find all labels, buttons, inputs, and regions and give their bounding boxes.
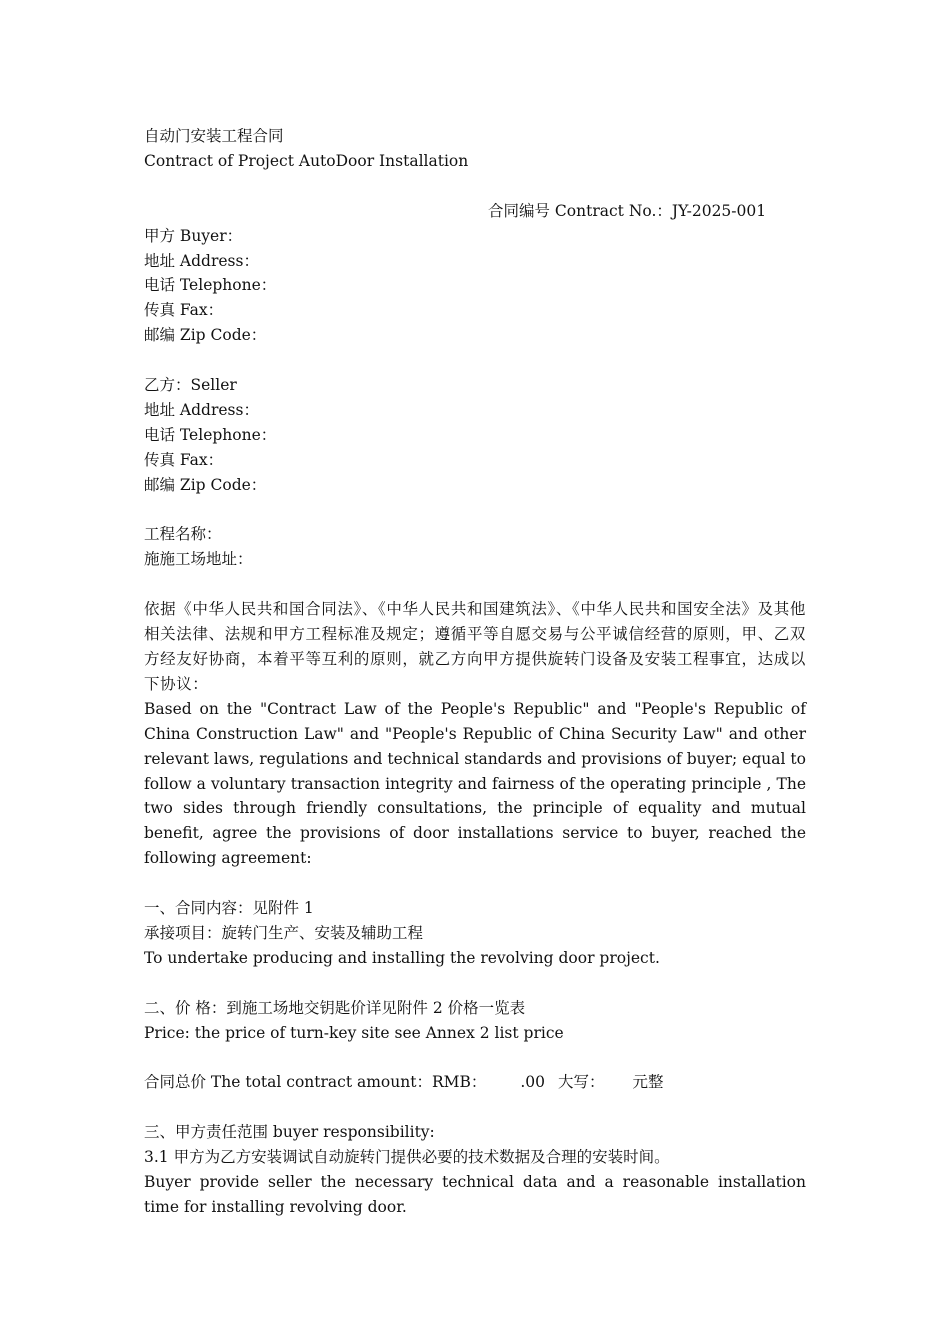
buyer-block [144,224,806,349]
spacer [144,572,806,597]
section-3-buyer-responsibility [144,1120,806,1220]
item-3-1-chinese: 3.1 甲方为乙方安装调试自动旋转门提供必要的技术数据及合理的安装时间。 [144,1148,670,1167]
total-amount-line [144,1070,806,1095]
title-english: Contract of Project AutoDoor Installation [144,151,469,170]
spacer [144,174,806,199]
contract-number: 合同编号 Contract No.：JY-2025-001 [488,201,767,220]
seller-telephone-label: 电话 Telephone： [144,425,277,444]
spacer [144,348,806,373]
seller-name-label: 乙方：Seller [144,376,237,395]
seller-fax-label: 传真 Fax： [144,450,224,469]
project-site-label: 施施工场地址： [144,550,253,569]
spacer [144,871,806,896]
section-1-scope-english: To undertake producing and installing the revolving door project. [144,948,660,967]
capital-amount-label: 大写： [558,1073,605,1092]
section-3-heading: 三、甲方责任范围 buyer responsibility: [144,1123,435,1142]
seller-zip-label: 邮编 Zip Code： [144,475,267,494]
section-2-price-english: Price: the price of turn-key site see Annex 2 list price [144,1023,564,1042]
preamble-english: Based on the "Contract Law of the People's Republic" and "People's Republic of China Construction Law" and "People's Republic of China Security Law" and other relevant laws, regulations and technical standards and provisions of buyer; equal to follow a voluntary transaction integrity and fairness of the operating principle , The two sides through friendly consultations, the principle of equality and mutual benefit, agree the provisions of door installations service to buyer, reached the following agreement: [144,699,806,868]
spacer [144,498,806,523]
capital-amount-unit: 元整 [632,1073,664,1092]
seller-block [144,373,806,498]
total-amount-decimal: .00 [520,1073,546,1092]
spacer [144,971,806,996]
seller-address-label: 地址 Address： [144,400,259,419]
buyer-name-label: 甲方 Buyer： [144,226,243,245]
section-1-heading: 一、合同内容：见附件 1 [144,899,314,918]
item-3-1-english: Buyer provide seller the necessary technical data and a reasonable installation time for installing revolving door. [144,1172,806,1216]
section-1-scope-chinese: 承接项目：旋转门生产、安装及辅助工程 [144,923,424,942]
spacer [144,1045,806,1070]
spacer [144,1095,806,1120]
section-1-contract-content [144,896,806,971]
project-block [144,522,806,572]
title-chinese: 自动门安装工程合同 [144,127,284,145]
buyer-zip-label: 邮编 Zip Code： [144,326,267,345]
contract-document [144,124,806,1220]
buyer-fax-label: 传真 Fax： [144,301,224,320]
buyer-telephone-label: 电话 Telephone： [144,276,277,295]
buyer-address-label: 地址 Address： [144,251,259,270]
section-2-heading: 二、价 格：到施工场地交钥匙价详见附件 2 价格一览表 [144,998,526,1017]
preamble-chinese: 依据《中华人民共和国合同法》、《中华人民共和国建筑法》、《中华人民共和国安全法》及其他相关法律、法规和甲方工程标准及规定；遵循平等自愿交易与公平诚信经营的原则，甲、乙双方经友好协商，本着平等互利的原则，就乙方向甲方提供旋转门设备及安装工程事宜，达成以下协议： [144,600,806,693]
section-2-price [144,996,806,1096]
project-name-label: 工程名称： [144,525,222,544]
total-amount-label: 合同总价 The total contract amount：RMB： [144,1073,487,1092]
